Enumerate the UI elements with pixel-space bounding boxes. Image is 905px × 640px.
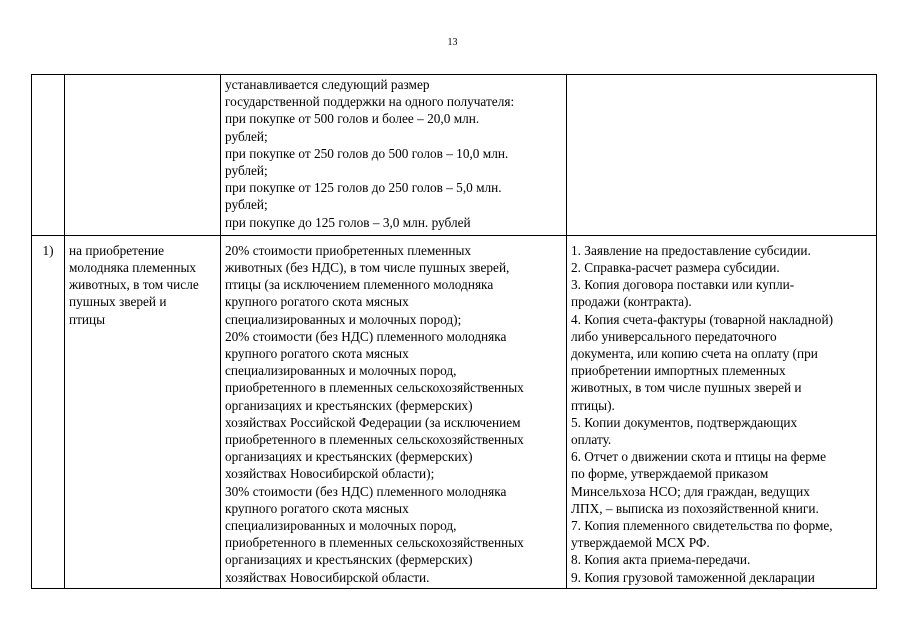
conditions-line: хозяйствах Новосибирской области);: [225, 466, 435, 482]
conditions-line: специализированных и молочных пород,: [225, 518, 457, 534]
conditions-cell: [221, 235, 567, 588]
conditions-line: приобретенного в племенных сельскохозяйственных: [225, 380, 524, 396]
purpose-line: животных, в том числе: [69, 277, 199, 293]
conditions-line: при покупке от 500 голов и более – 20,0 млн.: [225, 111, 480, 127]
conditions-line: рублей;: [225, 197, 268, 213]
conditions-line: хозяйствах Российской Федерации (за исключением: [225, 414, 521, 430]
documents-line: 3. Копия договора поставки или купли-: [571, 277, 795, 293]
row-number-cell: [32, 235, 65, 588]
conditions-line: приобретенного в племенных сельскохозяйственных: [225, 432, 524, 448]
documents-line: по форме, утверждаемой приказом: [571, 466, 769, 482]
conditions-line: при покупке от 125 голов до 250 голов – 5,0 млн.: [225, 180, 502, 196]
conditions-line: рублей;: [225, 128, 268, 144]
conditions-line: крупного рогатого скота мясных: [225, 294, 409, 310]
documents-line: 8. Копия акта приема-передачи.: [571, 552, 751, 568]
documents-line: 4. Копия счета-фактуры (товарной накладной): [571, 311, 834, 327]
conditions-line: птицы (за исключением племенного молодняка: [225, 277, 494, 293]
page-number: 13: [447, 37, 458, 48]
documents-line: 9. Копия грузовой таможенной декларации: [571, 569, 815, 585]
conditions-line: при покупке от 250 голов до 500 голов – 10,0 млн.: [225, 145, 509, 161]
conditions-line: крупного рогатого скота мясных: [225, 346, 409, 362]
table-row-continuation: [32, 75, 877, 236]
table-row-1: [32, 235, 877, 588]
documents-line: 1. Заявление на предоставление субсидии.: [571, 242, 811, 258]
documents-line: Минсельхоза НСО; для граждан, ведущих: [571, 483, 810, 499]
purpose-cell: [65, 235, 221, 588]
conditions-line: организациях и крестьянских (фермерских): [225, 397, 473, 413]
documents-line: 7. Копия племенного свидетельства по форме,: [571, 518, 833, 534]
purpose-line: на приобретение: [69, 242, 165, 258]
documents-line: животных, в том числе пушных зверей и: [571, 380, 802, 396]
conditions-line: при покупке до 125 голов – 3,0 млн. рублей: [225, 214, 471, 230]
subsidy-table: [31, 74, 877, 589]
documents-cell: [567, 235, 877, 588]
documents-line: 2. Справка-расчет размера субсидии.: [571, 260, 780, 276]
conditions-line: хозяйствах Новосибирской области.: [225, 569, 430, 585]
conditions-line: крупного рогатого скота мясных: [225, 500, 409, 516]
documents-line: птицы).: [571, 397, 615, 413]
row-number: 1): [42, 242, 54, 258]
conditions-line: 20% стоимости (без НДС) племенного молодняка: [225, 328, 507, 344]
documents-line: документа, или копию счета на оплату (при: [571, 346, 818, 362]
purpose-cell: [65, 75, 221, 236]
purpose-line: пушных зверей и: [69, 294, 167, 310]
documents-cell: [567, 75, 877, 236]
conditions-line: специализированных и молочных пород,: [225, 363, 457, 379]
conditions-line: организациях и крестьянских (фермерских): [225, 552, 473, 568]
documents-line: ЛПХ, – выписка из похозяйственной книги.: [571, 500, 819, 516]
conditions-line: государственной поддержки на одного получателя:: [225, 94, 515, 110]
conditions-line: устанавливается следующий размер: [225, 77, 430, 92]
documents-line: утверждаемой МСХ РФ.: [571, 535, 710, 551]
conditions-line: животных (без НДС), в том числе пушных зверей,: [225, 260, 510, 276]
purpose-line: птицы: [69, 311, 106, 327]
documents-line: оплату.: [571, 432, 612, 448]
purpose-line: молодняка племенных: [69, 260, 197, 276]
documents-line: либо универсального передаточного: [571, 328, 777, 344]
conditions-line: рублей;: [225, 163, 268, 179]
conditions-line: 20% стоимости приобретенных племенных: [225, 242, 472, 258]
conditions-line: приобретенного в племенных сельскохозяйственных: [225, 535, 524, 551]
conditions-cell: [221, 75, 567, 236]
documents-line: продажи (контракта).: [571, 294, 692, 310]
row-number-cell: [32, 75, 65, 236]
documents-line: 5. Копии документов, подтверждающих: [571, 414, 798, 430]
conditions-line: организациях и крестьянских (фермерских): [225, 449, 473, 465]
documents-line: 6. Отчет о движении скота и птицы на ферме: [571, 449, 826, 465]
conditions-line: 30% стоимости (без НДС) племенного молодняка: [225, 483, 507, 499]
conditions-line: специализированных и молочных пород);: [225, 311, 462, 327]
documents-line: приобретении импортных племенных: [571, 363, 786, 379]
